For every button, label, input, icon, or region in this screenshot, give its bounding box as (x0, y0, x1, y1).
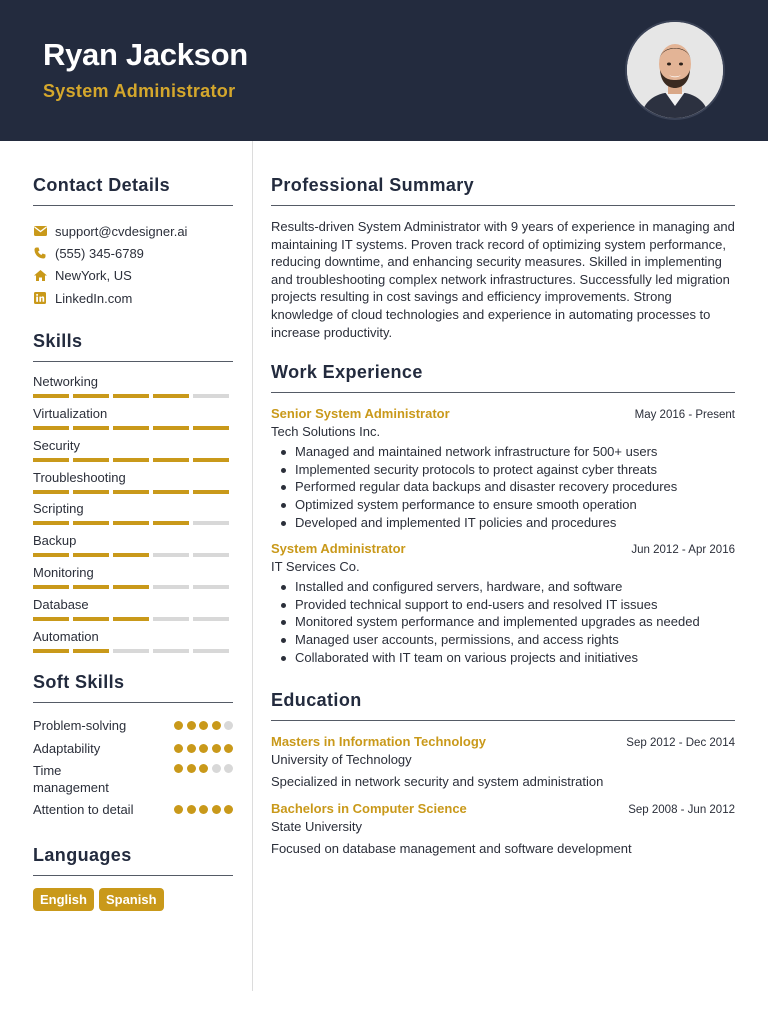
skill-label: Virtualization (33, 405, 108, 421)
job-bullets (271, 443, 735, 531)
rating-dot-filled (212, 721, 221, 730)
email-icon (33, 224, 47, 238)
skill-level-empty (193, 617, 229, 621)
job-bullet: Implemented security protocols to protect against cyber threats (271, 461, 735, 479)
skill-level-filled (113, 490, 149, 494)
skill-level-filled (33, 649, 69, 653)
skill-level-filled (73, 458, 109, 462)
languages-section (33, 845, 233, 911)
sidebar (33, 141, 233, 911)
skill-level-filled (33, 458, 69, 462)
job-bullet: Monitored system performance and implemented upgrades as needed (271, 613, 735, 631)
skill-bar (33, 521, 233, 525)
skill-level-filled (113, 553, 149, 557)
skill-bar (33, 490, 233, 494)
soft-skill-item (33, 737, 233, 760)
soft-skills-section (33, 672, 233, 821)
skill-level-filled (73, 521, 109, 525)
soft-skill-rating (171, 764, 234, 773)
skill-bar (33, 426, 233, 430)
job-header (271, 406, 735, 421)
education-entry (271, 734, 735, 789)
contact-email[interactable] (33, 220, 233, 242)
job-company: Tech Solutions Inc. (271, 424, 381, 440)
job-bullet: Optimized system performance to ensure smooth operation (271, 496, 735, 514)
soft-skill-label: Time management (33, 763, 109, 796)
skill-item (33, 529, 233, 561)
skill-bar (33, 585, 233, 589)
soft-skill-rating (171, 721, 234, 730)
skill-label: Networking (33, 374, 99, 390)
job-entry (271, 406, 735, 531)
rating-dot-filled (212, 805, 221, 814)
skill-level-filled (113, 617, 149, 621)
skill-level-empty (193, 585, 229, 589)
job-entry (271, 541, 735, 666)
skill-label: Automation (33, 628, 99, 644)
skill-item (33, 625, 233, 657)
job-bullets (271, 578, 735, 666)
skill-item (33, 593, 233, 625)
skill-level-empty (113, 649, 149, 653)
languages-title: Languages (33, 845, 233, 876)
job-bullet: Developed and implemented IT policies and procedures (271, 514, 735, 532)
skill-level-filled (113, 585, 149, 589)
skill-level-filled (73, 617, 109, 621)
summary-text: Results-driven System Administrator with 9 years of experience in managing and maintaining IT systems. Proven track record of optimizing system performance, reducing downtime, and enhancing security measures. Skilled in implementing and troubleshooting complex network infrastructures. Successfully led migration projects resulting in cost savings and efficiency improvements. Strong knowledge of cloud technologies and experience in automating processes to increase productivity. (271, 219, 735, 340)
skill-level-empty (153, 553, 189, 557)
rating-dot-filled (187, 744, 196, 753)
skill-level-empty (153, 617, 189, 621)
education-header (271, 734, 735, 749)
experience-title: Work Experience (271, 362, 735, 393)
skill-level-filled (113, 458, 149, 462)
skill-label: Troubleshooting (33, 469, 126, 485)
column-divider (252, 141, 253, 991)
skill-level-filled (153, 490, 189, 494)
skill-item (33, 561, 233, 593)
contact-title: Contact Details (33, 175, 233, 206)
soft-skill-label: Adaptability (33, 741, 101, 757)
skill-level-filled (73, 553, 109, 557)
skill-bar (33, 394, 233, 398)
contact-linkedin-text: LinkedIn.com (55, 290, 133, 306)
phone-icon (33, 246, 47, 260)
education-section (271, 690, 735, 856)
rating-dot-filled (174, 764, 183, 773)
languages-list (33, 888, 233, 911)
soft-skill-rating (171, 805, 234, 814)
soft-skill-item (33, 760, 233, 798)
skill-level-filled (33, 490, 69, 494)
skill-level-empty (193, 394, 229, 398)
skill-item (33, 370, 233, 402)
linkedin-icon (33, 291, 47, 305)
profile-photo (625, 20, 725, 120)
soft-skills-list (33, 714, 233, 821)
job-bullet: Provided technical support to end-users and resolved IT issues (271, 596, 735, 614)
rating-dot-filled (212, 744, 221, 753)
skill-level-filled (73, 585, 109, 589)
skills-list (33, 370, 233, 656)
job-date: May 2016 - Present (634, 409, 735, 422)
skill-level-filled (33, 617, 69, 621)
skill-level-filled (73, 490, 109, 494)
contact-phone-text: (555) 345-6789 (55, 245, 144, 261)
education-date: Sep 2012 - Dec 2014 (626, 737, 735, 750)
skill-level-empty (153, 649, 189, 653)
skill-level-empty (153, 585, 189, 589)
education-description: Specialized in network security and system administration (271, 774, 604, 790)
job-header (271, 541, 735, 556)
rating-dot-filled (174, 744, 183, 753)
skill-bar (33, 553, 233, 557)
job-title: Senior System Administrator (271, 406, 450, 422)
skills-title: Skills (33, 331, 233, 362)
skill-label: Backup (33, 533, 77, 549)
education-description: Focused on database management and software development (271, 841, 632, 857)
education-header (271, 801, 735, 816)
rating-dot-empty (212, 764, 221, 773)
profile-photo-illustration (627, 22, 723, 118)
skill-level-filled (33, 585, 69, 589)
skill-level-filled (193, 426, 229, 430)
rating-dot-filled (199, 805, 208, 814)
contact-phone[interactable] (33, 242, 233, 264)
header (0, 0, 768, 141)
soft-skill-rating (171, 744, 234, 753)
language-badge: English (33, 888, 94, 911)
skill-level-empty (193, 553, 229, 557)
rating-dot-filled (224, 805, 233, 814)
education-title: Education (271, 690, 735, 721)
soft-skills-title: Soft Skills (33, 672, 233, 703)
skill-bar (33, 617, 233, 621)
skill-label: Security (33, 437, 80, 453)
skill-level-filled (73, 426, 109, 430)
skill-level-filled (193, 458, 229, 462)
education-school: University of Technology (271, 752, 412, 768)
rating-dot-filled (199, 721, 208, 730)
soft-skill-item (33, 798, 233, 821)
main-content (271, 141, 735, 856)
contact-list (33, 220, 233, 309)
education-degree: Bachelors in Computer Science (271, 801, 467, 817)
skill-level-filled (153, 458, 189, 462)
job-bullet: Collaborated with IT team on various projects and initiatives (271, 649, 735, 667)
skill-item (33, 402, 233, 434)
skill-bar (33, 649, 233, 653)
rating-dot-filled (174, 721, 183, 730)
skill-label: Database (33, 596, 89, 612)
job-bullet: Installed and configured servers, hardware, and software (271, 578, 735, 596)
skill-label: Monitoring (33, 564, 94, 580)
rating-dot-filled (199, 764, 208, 773)
skill-item (33, 434, 233, 466)
skill-level-filled (113, 426, 149, 430)
skill-level-filled (153, 521, 189, 525)
skill-item (33, 497, 233, 529)
soft-skill-label: Attention to detail (33, 802, 134, 818)
skill-level-filled (113, 394, 149, 398)
job-date: Jun 2012 - Apr 2016 (631, 544, 735, 557)
rating-dot-empty (224, 764, 233, 773)
job-bullet: Managed and maintained network infrastructure for 500+ users (271, 443, 735, 461)
skill-label: Scripting (33, 501, 84, 517)
rating-dot-filled (187, 721, 196, 730)
contact-section (33, 175, 233, 309)
rating-dot-filled (224, 744, 233, 753)
skill-level-filled (33, 521, 69, 525)
skills-section (33, 331, 233, 656)
rating-dot-empty (224, 721, 233, 730)
contact-location-text: NewYork, US (55, 268, 132, 284)
rating-dot-filled (174, 805, 183, 814)
summary-title: Professional Summary (271, 175, 735, 206)
experience-section (271, 362, 735, 666)
skill-level-empty (193, 521, 229, 525)
summary-section (271, 175, 735, 341)
job-bullet: Managed user accounts, permissions, and access rights (271, 631, 735, 649)
skill-level-filled (33, 394, 69, 398)
contact-location (33, 265, 233, 287)
job-bullet: Performed regular data backups and disaster recovery procedures (271, 478, 735, 496)
skill-level-filled (153, 426, 189, 430)
skill-level-filled (73, 649, 109, 653)
skill-level-empty (193, 649, 229, 653)
education-entry (271, 801, 735, 856)
skill-bar (33, 458, 233, 462)
rating-dot-filled (187, 805, 196, 814)
education-school: State University (271, 819, 363, 835)
skill-item (33, 466, 233, 498)
skill-level-filled (113, 521, 149, 525)
contact-email-text: support@cvdesigner.ai (55, 223, 188, 239)
candidate-role: System Administrator (43, 81, 236, 101)
skill-level-filled (193, 490, 229, 494)
soft-skill-label: Problem-solving (33, 718, 127, 734)
rating-dot-filled (199, 744, 208, 753)
candidate-name: Ryan Jackson (43, 37, 248, 72)
skill-level-filled (33, 426, 69, 430)
rating-dot-filled (187, 764, 196, 773)
education-degree: Masters in Information Technology (271, 734, 487, 750)
language-badge: Spanish (99, 888, 164, 911)
soft-skill-item (33, 714, 233, 737)
job-title: System Administrator (271, 541, 406, 557)
contact-linkedin[interactable] (33, 287, 233, 309)
education-date: Sep 2008 - Jun 2012 (628, 804, 735, 817)
skill-level-filled (73, 394, 109, 398)
skill-level-filled (33, 553, 69, 557)
home-icon (33, 269, 47, 283)
job-company: IT Services Co. (271, 559, 360, 575)
skill-level-filled (153, 394, 189, 398)
